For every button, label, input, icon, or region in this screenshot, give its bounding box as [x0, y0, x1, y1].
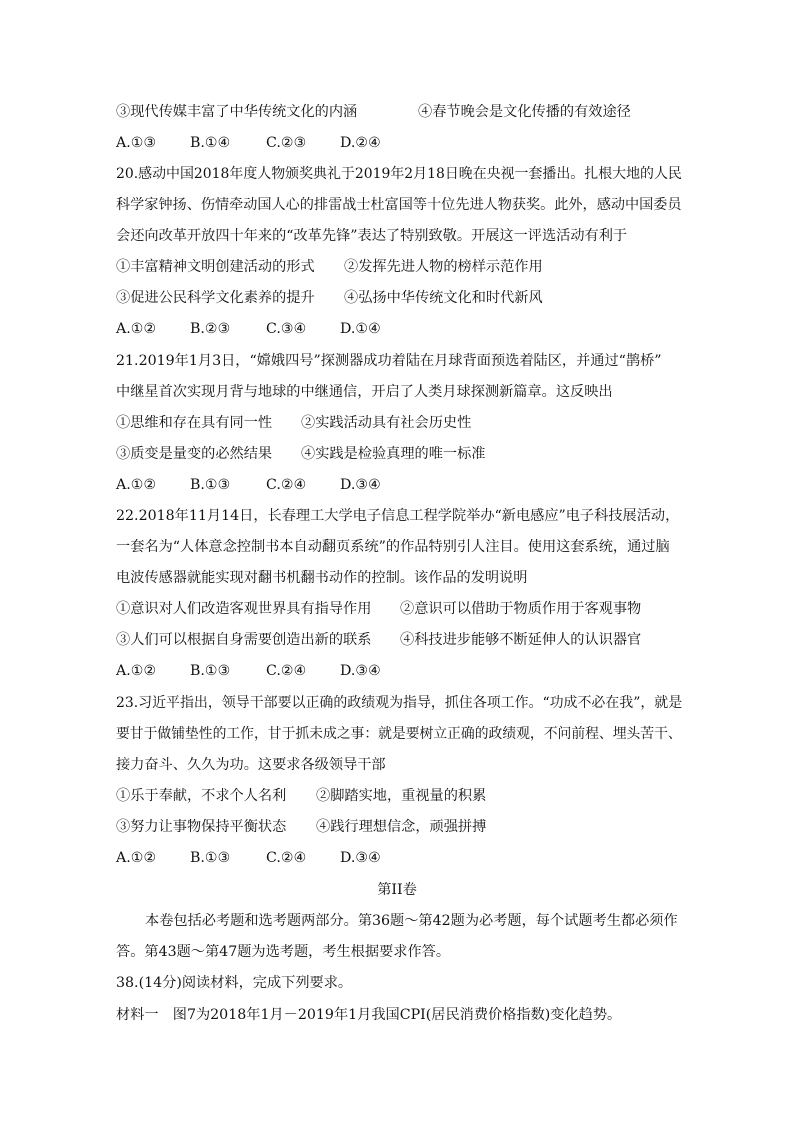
- q38-stem: 38.(14分)阅读材料，完成下列要求。: [116, 975, 353, 991]
- q21-stem-line-1: 21.2019年1月3日，“嫦娥四号”探测器成功着陆在月球背面预选着陆区，并通过“鹊桥”: [116, 353, 662, 369]
- q21-option-2: ②实践活动具有社会历史性: [301, 415, 472, 431]
- q20-option-1: ①丰富精神文明创建活动的形式: [116, 259, 315, 275]
- q20-option-2: ②发挥先进人物的榜样示范作用: [344, 259, 543, 275]
- q23-choice-b: B.①③: [190, 850, 231, 866]
- part-two-intro-line-1: 本卷包括必考题和选考题两部分。第36题～第42题为必考题，每个试题考生都必须作: [145, 913, 678, 929]
- q23-stem-line-3: 接力奋斗、久久为功。这要求各级领导干部: [116, 757, 386, 773]
- q23-option-3: ③努力让事物保持平衡状态: [116, 819, 287, 835]
- q20-choice-b: B.②③: [190, 321, 231, 337]
- q19-choice-b: B.①④: [190, 135, 231, 151]
- q22-stem-line-1: 22.2018年11月14日，长春理工大学电子信息工程学院举办“新电感应”电子科技展活动，: [116, 508, 680, 524]
- q23-stem-line-2: 要甘于做铺垫性的工作，甘于抓未成之事：就是要树立正确的政绩观，不问前程、埋头苦干、: [116, 726, 682, 742]
- q19-choice-d: D.②④: [340, 135, 381, 151]
- q20-choice-a: A.①②: [116, 321, 157, 337]
- q22-stem-line-2: 一套名为“人体意念控制书本自动翻页系统”的作品特别引人注目。使用这套系统，通过脑: [116, 539, 670, 555]
- q22-stem-line-3: 电波传感器就能实现对翻书机翻书动作的控制。该作品的发明说明: [116, 570, 528, 586]
- q21-option-4: ④实践是检验真理的唯一标准: [301, 446, 486, 462]
- part-two-title: 第II卷: [377, 882, 417, 898]
- q22-option-2: ②意识可以借助于物质作用于客观事物: [400, 601, 642, 617]
- q20-choice-c: C.③④: [266, 321, 307, 337]
- q22-choice-a: A.①②: [116, 663, 157, 679]
- q21-choice-b: B.①③: [190, 477, 231, 493]
- q21-stem-line-2: 中继星首次实现月背与地球的中继通信，开启了人类月球探测新篇章。这反映出: [116, 384, 613, 400]
- q22-choice-c: C.②④: [266, 663, 307, 679]
- q21-option-1: ①思维和存在具有同一性: [116, 415, 273, 431]
- q23-choice-d: D.③④: [340, 850, 381, 866]
- q21-choice-d: D.③④: [340, 477, 381, 493]
- q21-choice-a: A.①②: [116, 477, 157, 493]
- q21-choice-c: C.②④: [266, 477, 307, 493]
- q22-option-3: ③人们可以根据自身需要创造出新的联系: [116, 632, 372, 648]
- q22-choice-d: D.③④: [340, 663, 381, 679]
- q20-stem-line-2: 科学家钟扬、伤情牵动国人心的排雷战士杜富国等十位先进人物获奖。此外，感动中国委员: [116, 197, 682, 213]
- q23-choice-a: A.①②: [116, 850, 157, 866]
- q20-choice-d: D.①④: [340, 321, 381, 337]
- q19-option-4: ④春节晚会是文化传播的有效途径: [418, 104, 631, 120]
- q23-option-1: ①乐于奉献，不求个人名利: [116, 788, 287, 804]
- q19-option-3: ③现代传媒丰富了中华传统文化的内涵: [116, 104, 358, 120]
- q20-option-3: ③促进公民科学文化素养的提升: [116, 290, 315, 306]
- q38-material-1: 材料一 图7为2018年1月－2019年1月我国CPI(居民消费价格指数)变化趋势。: [116, 1007, 622, 1023]
- q22-choice-b: B.①③: [190, 663, 231, 679]
- q20-stem-line-1: 20.感动中国2018年度人物颁奖典礼于2019年2月18日晚在央视一套播出。扎根大地的人民: [116, 166, 682, 182]
- q21-option-3: ③质变是量变的必然结果: [116, 446, 273, 462]
- q23-choice-c: C.②④: [266, 850, 307, 866]
- q23-option-4: ④践行理想信念，顽强拼搏: [316, 819, 487, 835]
- q23-option-2: ②脚踏实地，重视量的积累: [316, 788, 487, 804]
- q20-stem-line-3: 会还向改革开放四十年来的“改革先锋”表达了特别致敬。开展这一评选活动有利于: [116, 228, 628, 244]
- q19-choice-a: A.①③: [116, 135, 157, 151]
- part-two-intro-line-2: 答。第43题～第47题为选考题，考生根据要求作答。: [116, 944, 451, 960]
- q20-option-4: ④弘扬中华传统文化和时代新风: [344, 290, 543, 306]
- q22-option-1: ①意识对人们改造客观世界具有指导作用: [116, 601, 372, 617]
- q23-stem-line-1: 23.习近平指出，领导干部要以正确的政绩观为指导，抓住各项工作。“功成不必在我”，就是: [116, 695, 683, 711]
- q22-option-4: ④科技进步能够不断延伸人的认识器官: [400, 632, 642, 648]
- q19-choice-c: C.②③: [266, 135, 307, 151]
